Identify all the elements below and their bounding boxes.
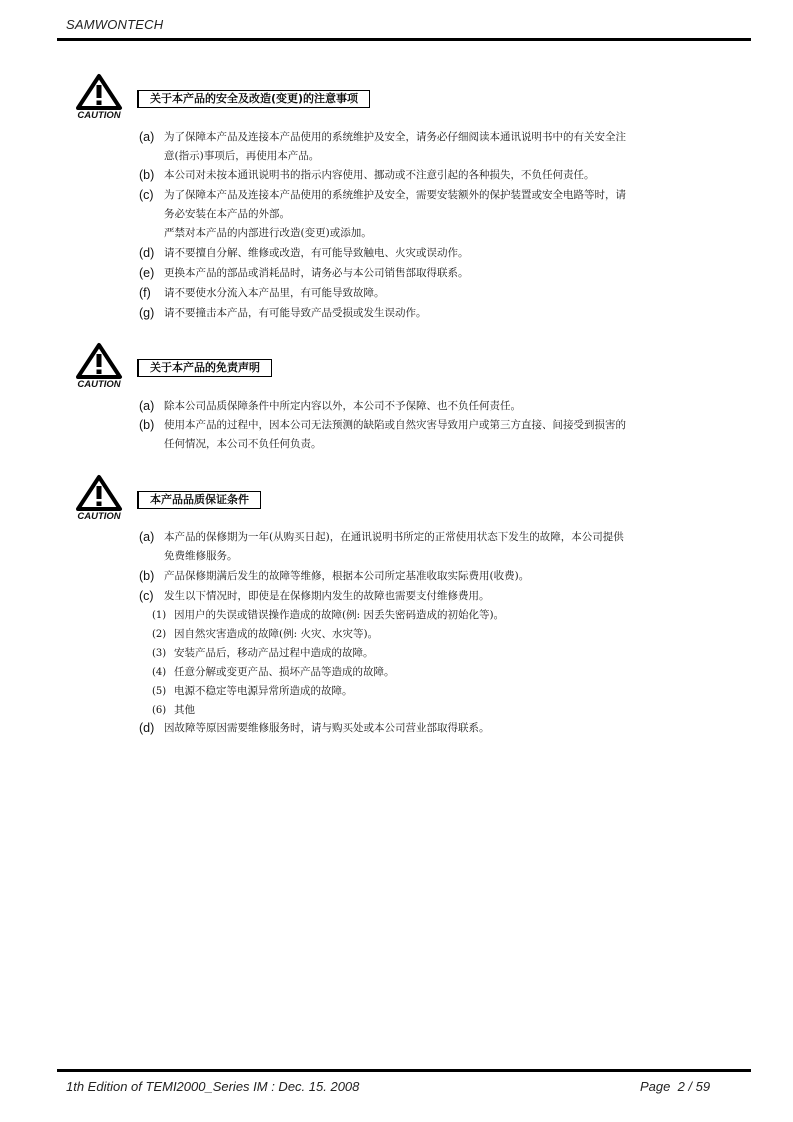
subitem-label: (4)	[152, 667, 167, 678]
subitem-text: 任意分解或变更产品、损坏产品等造成的故障。	[174, 666, 395, 678]
item-label: (b)	[139, 168, 155, 182]
item-text: 发生以下情况时，即使是在保修期内发生的故障也需要支付维修费用。	[164, 590, 490, 602]
header-company: SAMWONTECH	[66, 17, 164, 32]
subitem-text: 因自然灾害造成的故障(例: 火灾、水灾等)。	[174, 628, 379, 640]
item-text: 为了保障本产品及连接本产品使用的系统维护及安全，请务必仔细阅读本通讯说明书中的有关安全注	[164, 131, 626, 143]
item-label: (a)	[139, 530, 155, 544]
item-label: (g)	[139, 306, 155, 320]
item-label: (d)	[139, 721, 155, 735]
item-text: 请不要撞击本产品，有可能导致产品受损或发生误动作。	[164, 307, 427, 319]
item-text: 本产品的保修期为一年(从购买日起)，在通讯说明书所定的正常使用状态下发生的故障，本公司提供	[164, 531, 624, 543]
item-label: (a)	[139, 399, 155, 413]
item-text: 除本公司品质保障条件中所定内容以外，本公司不予保障、也不负任何责任。	[164, 400, 521, 412]
subitem-label: (2)	[152, 629, 167, 640]
item-label: (c)	[139, 589, 154, 603]
caution-icon	[74, 474, 124, 524]
caution-label: CAUTION	[77, 379, 121, 390]
item-text: 因故障等原因需要维修服务时，请与购买处或本公司营业部取得联系。	[164, 722, 490, 734]
section-title: 本产品品质保证条件	[137, 491, 261, 509]
item-text: 免费维修服务。	[164, 550, 238, 562]
subitem-text: 其他	[174, 704, 195, 716]
caution-label: CAUTION	[77, 511, 121, 522]
subitem-label: (5)	[152, 686, 167, 697]
item-label: (c)	[139, 188, 154, 202]
footer-rule	[57, 1069, 751, 1072]
footer-page-number: Page 2 / 59	[640, 1079, 711, 1094]
footer-edition: 1th Edition of TEMI2000_Series IM : Dec. 15. 2008	[66, 1079, 360, 1094]
item-label: (f)	[139, 286, 151, 300]
subitem-label: (1)	[152, 610, 167, 621]
subitem-text: 因用户的失误或错误操作造成的故障(例: 因丢失密码造成的初始化等)。	[174, 609, 505, 621]
caution-icon	[74, 342, 124, 392]
section-title: 关于本产品的免责声明	[137, 359, 272, 377]
item-text: 更换本产品的部品或消耗品时，请务必与本公司销售部取得联系。	[164, 267, 469, 279]
item-text: 意(指示)事项后，再使用本产品。	[164, 150, 320, 162]
item-text: 严禁对本产品的内部进行改造(变更)或添加。	[164, 227, 372, 239]
item-text: 产品保修期满后发生的故障等维修，根据本公司所定基准收取实际费用(收费)。	[164, 570, 530, 582]
item-text: 请不要使水分流入本产品里，有可能导致故障。	[164, 287, 385, 299]
item-label: (d)	[139, 246, 155, 260]
item-text: 务必安装在本产品的外部。	[164, 208, 290, 220]
subitem-text: 电源不稳定等电源异常所造成的故障。	[174, 685, 353, 697]
item-label: (b)	[139, 569, 155, 583]
item-label: (a)	[139, 130, 155, 144]
item-text: 本公司对未按本通讯说明书的指示内容使用、挪动或不注意引起的各种损失，不负任何责任。	[164, 169, 595, 181]
subitem-label: (3)	[152, 648, 167, 659]
caution-label: CAUTION	[77, 110, 121, 121]
item-text: 为了保障本产品及连接本产品使用的系统维护及安全，需要安装额外的保护装置或安全电路等时，请	[164, 189, 626, 201]
item-text: 请不要擅自分解、维修或改造，有可能导致触电、火灾或误动作。	[164, 247, 469, 259]
subitem-text: 安装产品后，移动产品过程中造成的故障。	[174, 647, 374, 659]
section-title: 关于本产品的安全及改造(变更)的注意事项	[137, 90, 370, 108]
subitem-label: (6)	[152, 705, 167, 716]
caution-icon	[74, 73, 124, 123]
item-text: 任何情况，本公司不负任何负责。	[164, 438, 322, 450]
item-label: (b)	[139, 418, 155, 432]
item-text: 使用本产品的过程中，因本公司无法预测的缺陷或自然灾害导致用户或第三方直接、间接受到损害的	[164, 419, 626, 431]
item-label: (e)	[139, 266, 155, 280]
header-rule	[57, 38, 751, 41]
